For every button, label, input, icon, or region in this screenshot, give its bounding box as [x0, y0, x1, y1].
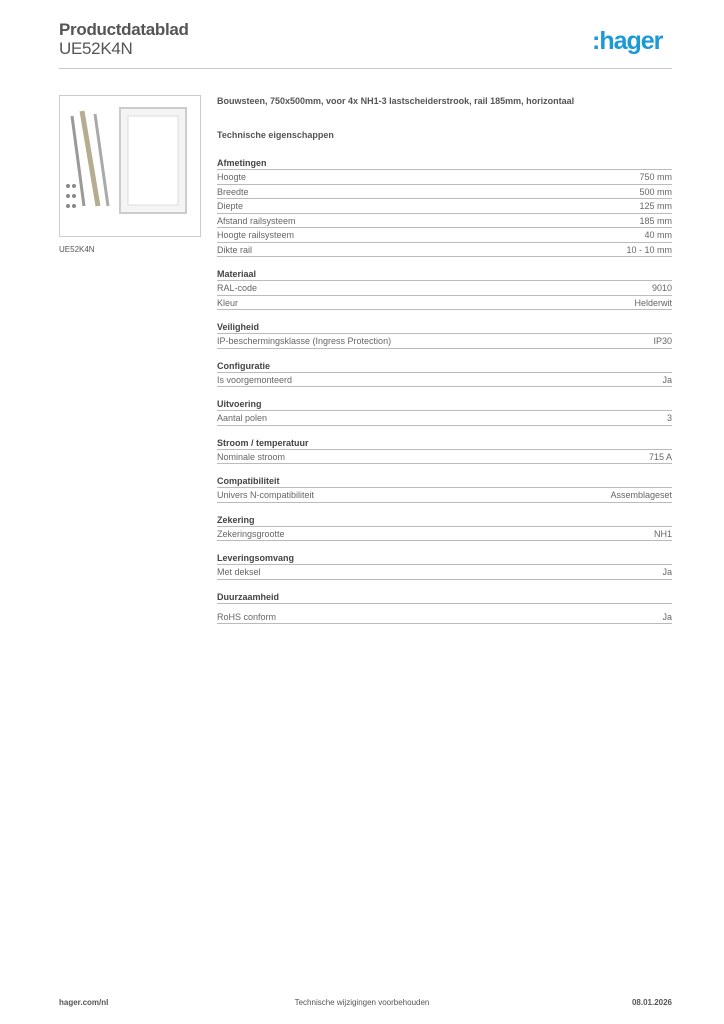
section-heading: Uitvoering — [217, 397, 672, 411]
spec-value: 9010 — [651, 283, 672, 293]
spec-value: 40 mm — [644, 230, 672, 240]
section-heading: Leveringsomvang — [217, 551, 672, 565]
spec-row — [217, 488, 672, 503]
spec-value: 185 mm — [639, 215, 672, 226]
spec-row — [217, 170, 672, 185]
section-heading: Compatibiliteit — [217, 474, 672, 488]
section-heading: Veiligheid — [217, 320, 672, 334]
spec-section — [217, 267, 672, 310]
footer-disclaimer: Technische wijzigingen voorbehouden — [294, 998, 430, 1007]
section-heading: Configuratie — [217, 359, 672, 373]
section-heading: Materiaal — [217, 267, 672, 281]
spec-section — [217, 551, 672, 580]
spec-value: 715 A — [648, 451, 672, 462]
spec-section — [217, 590, 672, 624]
spec-label: Met deksel — [217, 567, 261, 577]
spec-label: Zekeringsgrootte — [217, 528, 285, 539]
spec-value: 3 — [666, 413, 672, 423]
spec-section — [217, 397, 672, 426]
spec-label: Is voorgemonteerd — [217, 374, 293, 385]
header-divider — [59, 68, 672, 69]
spec-value: Ja — [662, 374, 672, 385]
spec-value: NH1 — [653, 528, 672, 539]
section-heading: Stroom / temperatuur — [217, 436, 672, 450]
spec-value: 750 mm — [639, 172, 672, 182]
spec-section — [217, 359, 672, 388]
spec-row — [217, 214, 672, 229]
spec-value: 500 mm — [639, 186, 672, 197]
spec-label: RoHS conform — [217, 611, 277, 622]
footer-date: 08.01.2026 — [631, 998, 672, 1007]
spec-row — [217, 411, 672, 426]
spec-label: IP-beschermingsklasse (Ingress Protection) — [217, 336, 392, 346]
spec-section — [217, 474, 672, 503]
product-code: UE52K4N — [59, 39, 133, 58]
spec-value: Helderwit — [634, 297, 672, 308]
page-title: Productdatablad — [59, 20, 189, 39]
section-heading: Zekering — [217, 513, 672, 527]
spec-label: Kleur — [217, 297, 239, 308]
spec-value: Ja — [662, 567, 672, 577]
spec-label: Hoogte — [217, 172, 247, 182]
spec-label: Univers N-compatibiliteit — [217, 490, 315, 500]
section-heading: Afmetingen — [217, 156, 672, 170]
tech-heading: Technische eigenschappen — [217, 130, 334, 140]
section-heading: Duurzaamheid — [217, 590, 672, 604]
image-caption: UE52K4N — [59, 245, 95, 254]
spec-content — [217, 96, 672, 634]
spec-row — [217, 604, 672, 624]
spec-value: IP30 — [653, 336, 672, 346]
footer-website[interactable]: hager.com/nl — [59, 998, 109, 1007]
spec-value: 10 - 10 mm — [626, 244, 672, 255]
spec-label: Hoogte railsysteem — [217, 230, 295, 240]
product-description: Bouwsteen, 750x500mm, voor 4x NH1-3 lastscheiderstrook, rail 185mm, horizontaal — [217, 96, 575, 106]
spec-row — [217, 334, 672, 349]
spec-row — [217, 185, 672, 200]
spec-row — [217, 296, 672, 311]
spec-row — [217, 450, 672, 465]
spec-label: RAL-code — [217, 283, 258, 293]
spec-row — [217, 527, 672, 542]
spec-label: Diepte — [217, 201, 244, 211]
spec-value: 125 mm — [639, 201, 672, 211]
spec-row — [217, 565, 672, 580]
spec-label: Breedte — [217, 186, 249, 197]
spec-label: Afstand railsysteem — [217, 215, 296, 226]
spec-row — [217, 373, 672, 388]
hager-logo: :hager — [592, 27, 663, 55]
product-image — [59, 95, 201, 237]
spec-row — [217, 281, 672, 296]
spec-row — [217, 228, 672, 243]
spec-sections — [217, 156, 672, 624]
spec-label: Nominale stroom — [217, 451, 286, 462]
spec-section — [217, 156, 672, 257]
spec-label: Aantal polen — [217, 413, 268, 423]
spec-value: Assemblageset — [610, 490, 672, 500]
spec-section — [217, 513, 672, 542]
spec-section — [217, 320, 672, 349]
spec-label: Dikte rail — [217, 244, 253, 255]
spec-row — [217, 199, 672, 214]
spec-value: Ja — [662, 611, 672, 622]
spec-row — [217, 243, 672, 258]
spec-section — [217, 436, 672, 465]
